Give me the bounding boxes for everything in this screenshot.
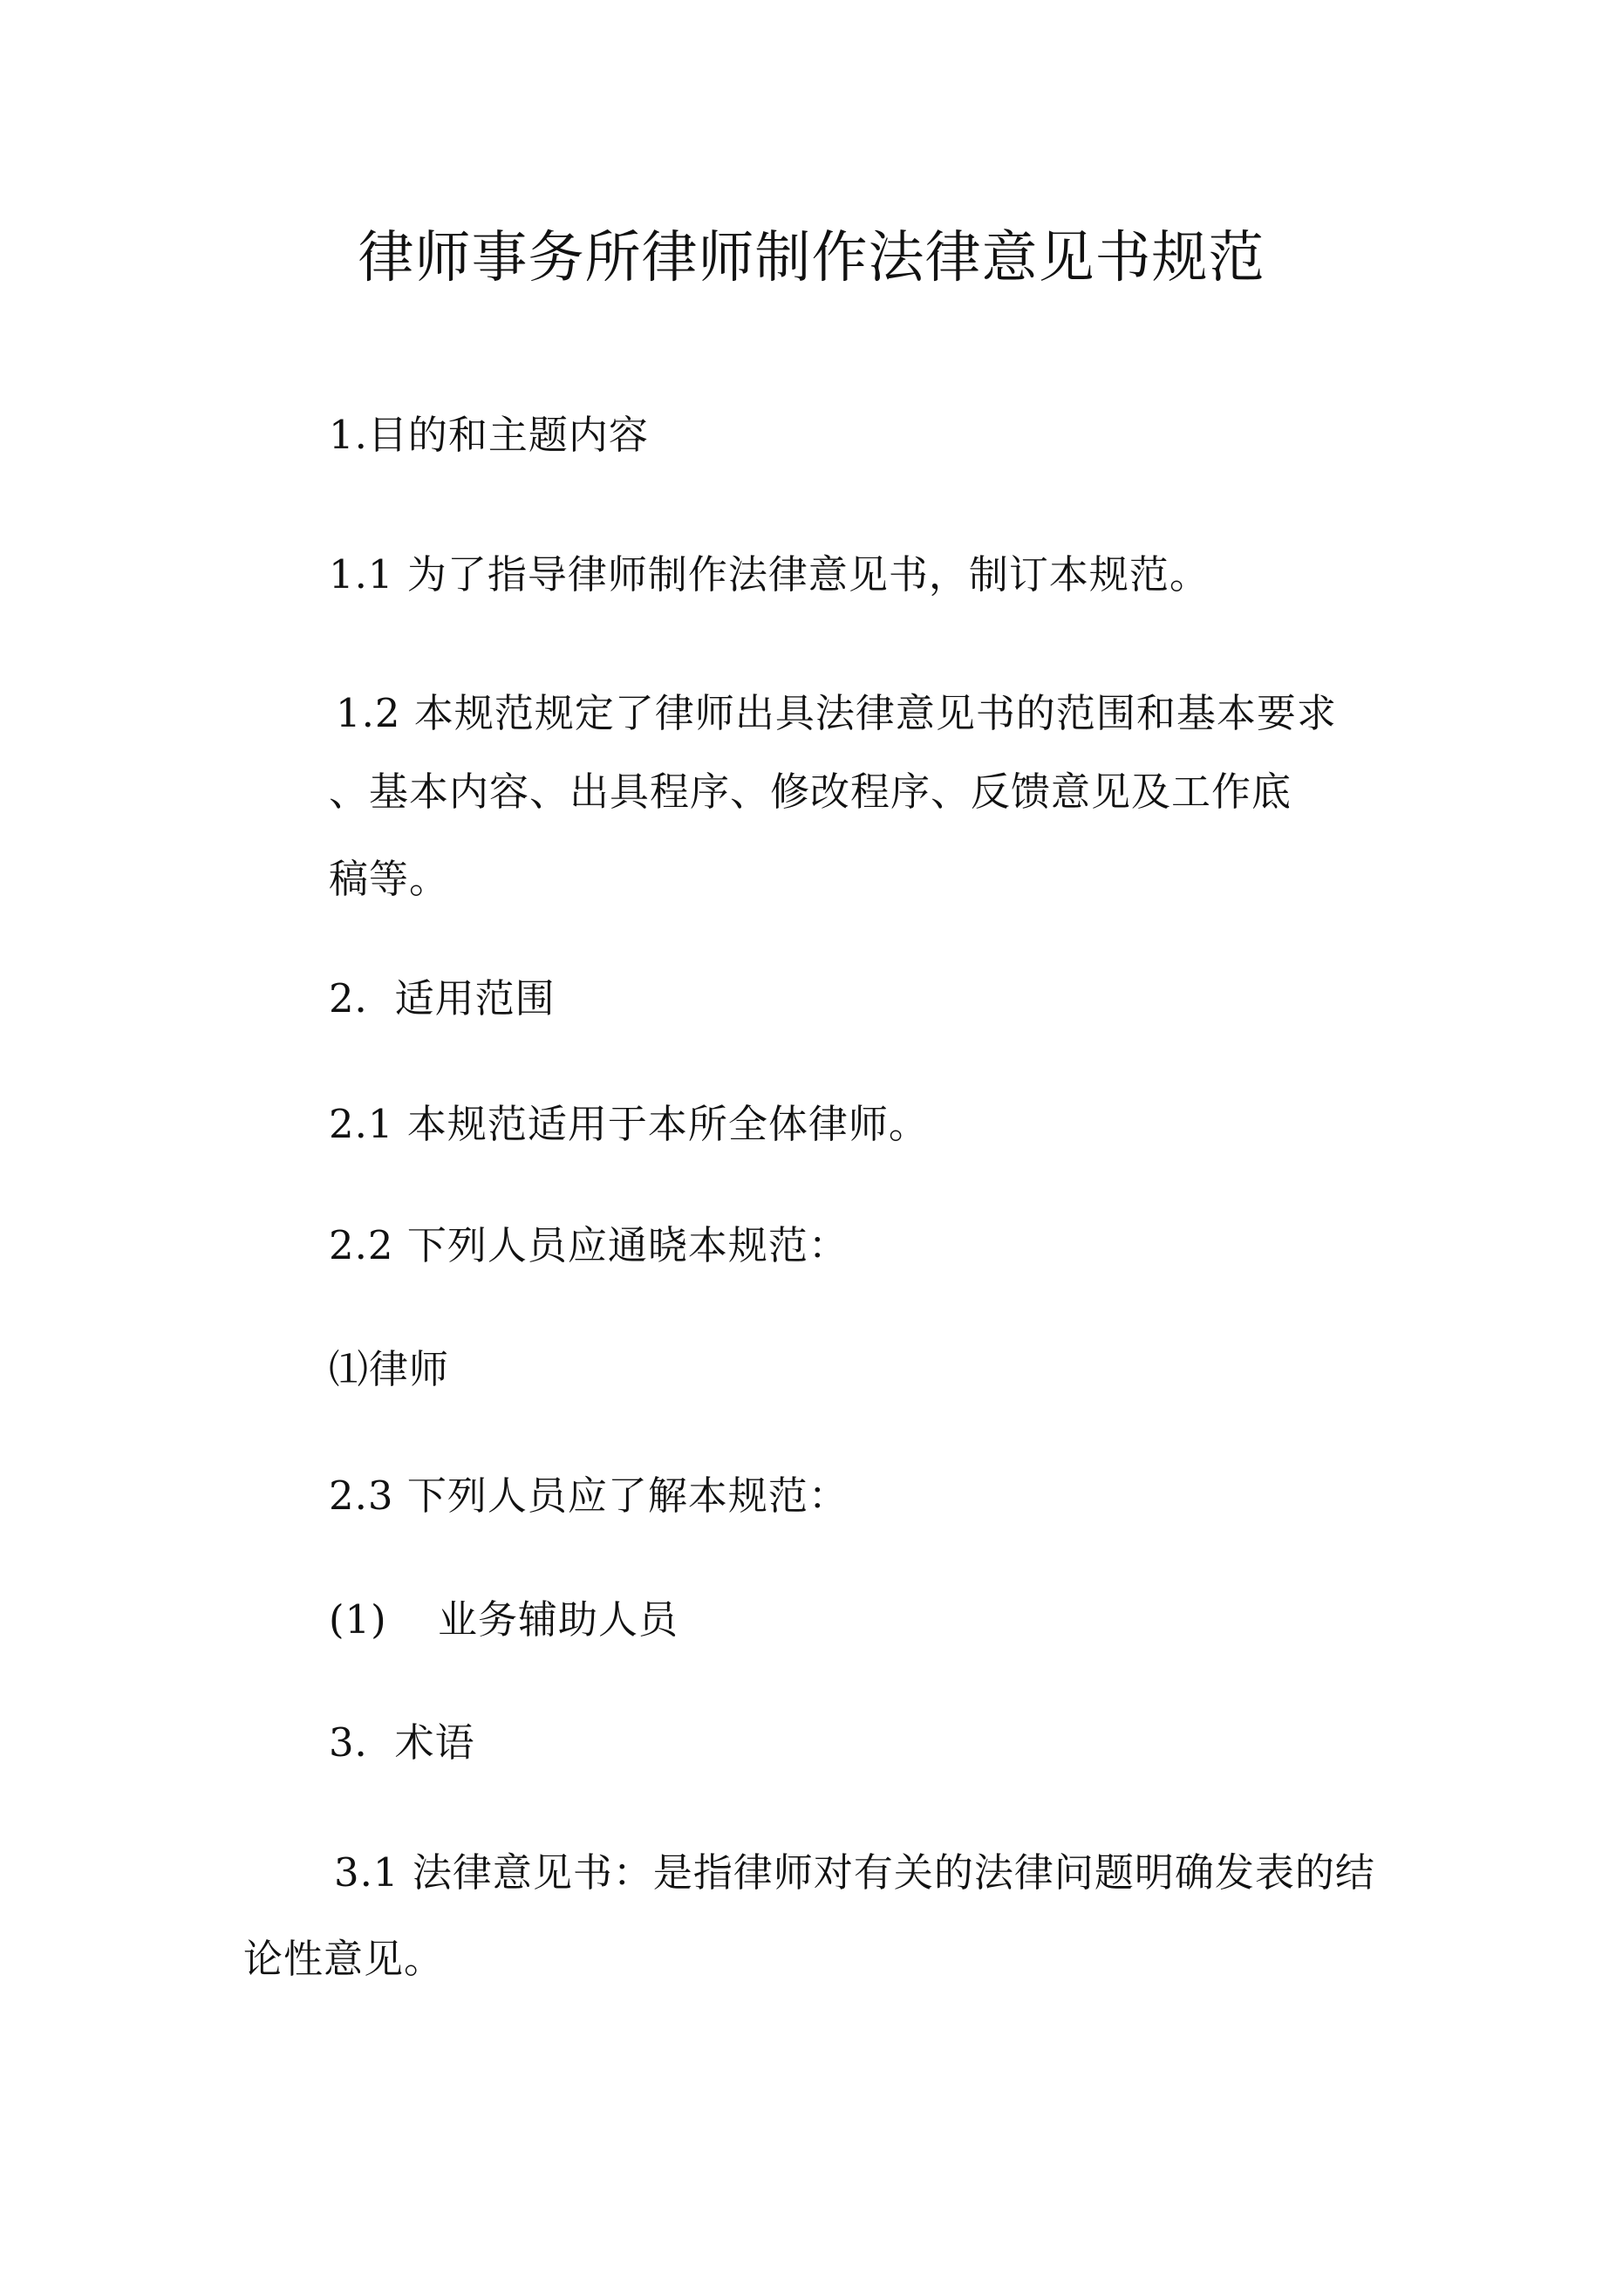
paragraph-2-3: 2.3 下列人员应了解本规范： xyxy=(329,1473,849,1519)
paragraph-1-2-line-1: 1.2 本规范规定了律师出具法律意见书的范围和基本要求 xyxy=(336,690,1337,736)
section-3-heading: 3．术语 xyxy=(329,1719,475,1766)
paragraph-3-1-line-1: 3.1 法律意见书：是指律师对有关的法律问题明确发表的结 xyxy=(334,1849,1375,1896)
list-item-number: (1) xyxy=(329,1596,387,1643)
section-2-heading: 2．适用范围 xyxy=(329,975,556,1022)
paragraph-1-2-line-2: 、基本内容、出具程序、修改程序、反馈意见及工作底 xyxy=(329,769,1292,815)
list-item-lawyer: ⑴律师 xyxy=(329,1346,450,1392)
paragraph-2-1: 2.1 本规范适用于本所全体律师。 xyxy=(329,1101,929,1147)
document-title: 律师事务所律师制作法律意见书规范 xyxy=(358,226,1265,290)
paragraph-2-2: 2.2 下列人员应通晓本规范： xyxy=(329,1222,849,1268)
section-1-heading: 1.目的和主题内容 xyxy=(329,412,649,458)
list-item-business-assistant xyxy=(329,1596,679,1643)
paragraph-1-1: 1.1 为了指导律师制作法律意见书，制订本规范。 xyxy=(329,551,1210,598)
list-item-text: 业务辅助人员 xyxy=(438,1596,679,1643)
paragraph-3-1-line-2: 论性意见。 xyxy=(243,1936,445,1982)
paragraph-1-2-line-3: 稿等。 xyxy=(329,856,450,902)
